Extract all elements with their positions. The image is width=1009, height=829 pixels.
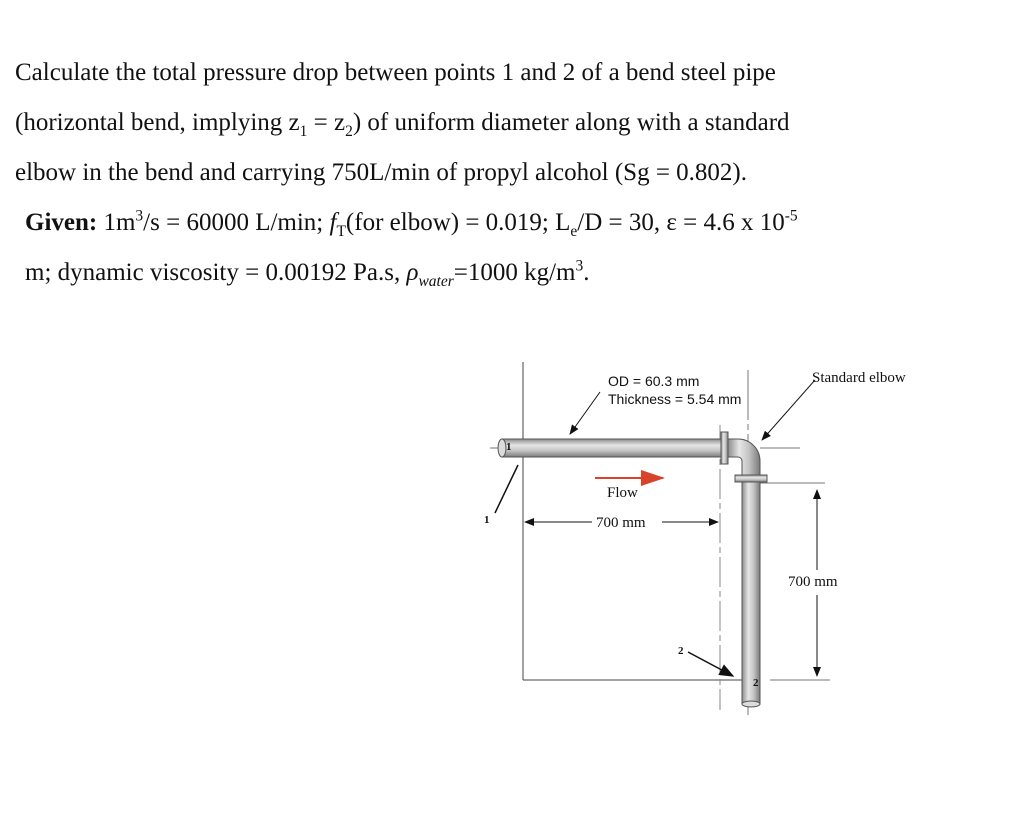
problem-line-2 (15, 106, 790, 140)
problem-text: Calculate the total pressure drop between points 1 and 2 of a bend steel pipe (15, 59, 776, 86)
superscript: 3 (135, 207, 144, 225)
elbow-flange-vertical (735, 475, 767, 482)
problem-text: ) of uniform diameter along with a standard (352, 109, 790, 136)
problem-text: 1m (97, 209, 136, 236)
problem-text: /D = 30, ε = 4.6 x 10 (577, 209, 785, 236)
standard-elbow-label: Standard elbow (812, 370, 906, 386)
pipe-bend-diagram (480, 350, 940, 730)
problem-text: =1000 kg/m (453, 259, 576, 286)
problem-text: (for elbow) = 0.019; L (345, 209, 571, 236)
subscript: e (570, 223, 578, 240)
horizontal-dim-label: 700 mm (596, 515, 646, 531)
problem-text: = z (307, 109, 346, 136)
elbow-leader-arrow (762, 380, 815, 440)
vertical-dim-label: 700 mm (788, 574, 838, 590)
superscript: 3 (575, 257, 584, 275)
point1-pointer (495, 465, 518, 513)
problem-text: (horizontal bend, implying z (15, 109, 300, 136)
elbow-flange-horizontal (721, 432, 728, 464)
density-symbol: ρ (406, 259, 419, 286)
flow-label: Flow (607, 485, 638, 501)
problem-text: /s = 60000 L/min; (143, 209, 330, 236)
subscript: 1 (299, 123, 308, 140)
point2-pointer (688, 652, 733, 676)
problem-text: . (583, 259, 590, 286)
subscript: water (418, 273, 454, 290)
superscript: -5 (784, 207, 798, 225)
given-line (25, 206, 798, 240)
problem-line-1 (15, 56, 776, 90)
point1-pipe-mark: 1 (506, 441, 512, 453)
point2-pipe-mark: 2 (753, 677, 759, 689)
friction-symbol: f (329, 209, 337, 236)
problem-text: elbow in the bend and carrying 750L/min of propyl alcohol (Sg = 0.802). (15, 159, 748, 186)
pipe-open-end (498, 439, 506, 457)
od-label: OD = 60.3 mm (608, 373, 700, 389)
subscript: 2 (345, 123, 353, 140)
horizontal-pipe (502, 439, 728, 457)
od-leader-arrow (570, 392, 600, 434)
pipe-bottom-end (742, 701, 760, 707)
vertical-pipe (742, 482, 760, 704)
problem-line-3 (15, 156, 747, 190)
diagram-svg (480, 350, 940, 730)
point1-label: 1 (484, 514, 490, 526)
problem-line-5 (25, 256, 590, 290)
standard-elbow (728, 439, 760, 475)
point2-label: 2 (678, 645, 684, 657)
given-label: Given: (25, 209, 98, 236)
thickness-label: Thickness = 5.54 mm (608, 391, 742, 407)
subscript: T (336, 223, 346, 240)
problem-text: m; dynamic viscosity = 0.00192 Pa.s, (25, 259, 407, 286)
